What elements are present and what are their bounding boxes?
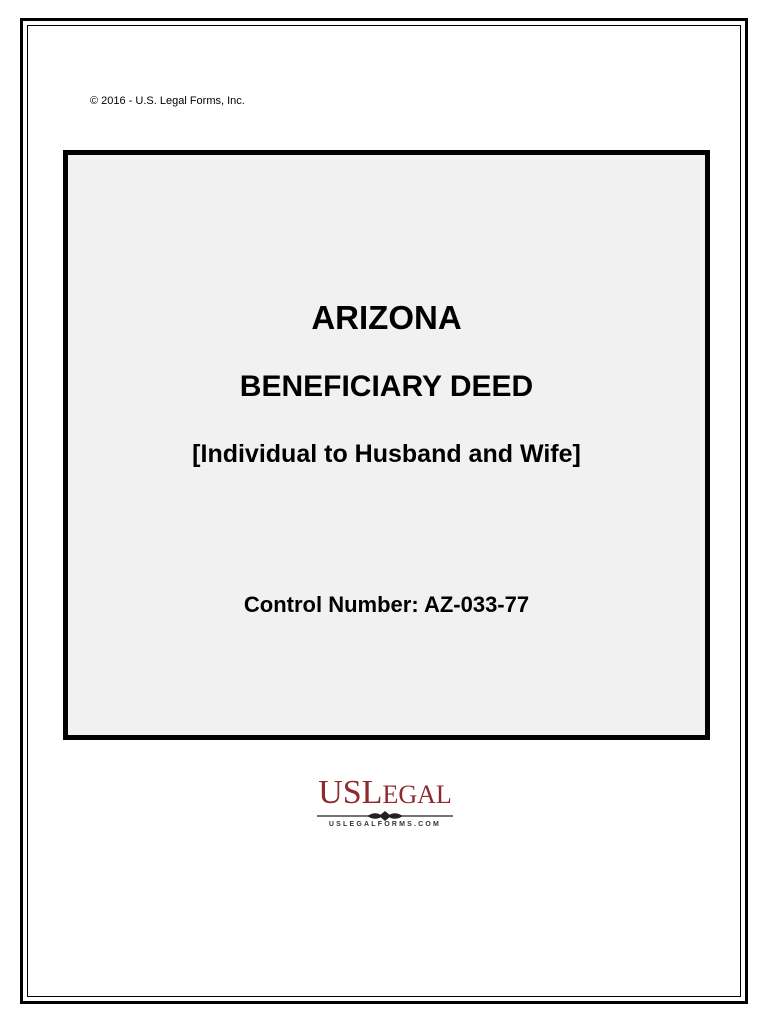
uslegal-logo: [305, 776, 465, 834]
logo-text-us: US: [318, 774, 362, 811]
copyright-notice: © 2016 - U.S. Legal Forms, Inc.: [90, 95, 245, 107]
document-subtitle: [Individual to Husband and Wife]: [192, 440, 581, 468]
state-heading: ARIZONA: [311, 299, 462, 336]
logo-wordmark: [305, 776, 465, 810]
cover-title-box: [63, 150, 710, 740]
control-number: Control Number: AZ-033-77: [243, 592, 530, 617]
logo-text-egal: EGAL: [382, 780, 452, 809]
logo-text-l: L: [361, 774, 383, 811]
document-title: BENEFICIARY DEED: [239, 370, 534, 403]
logo-url: USLEGALFORMS.COM: [328, 821, 442, 828]
